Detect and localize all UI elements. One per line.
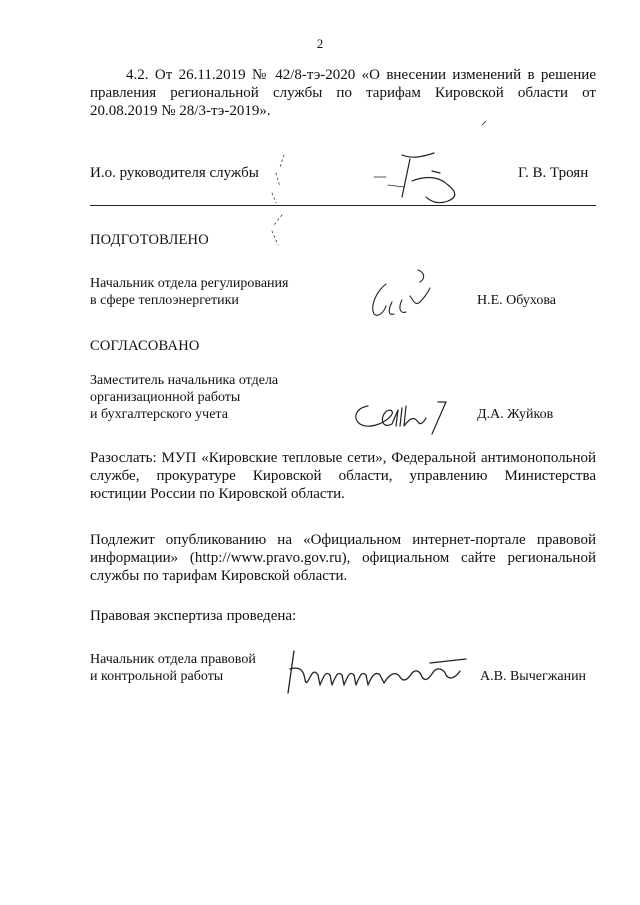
agreed-name: Д.А. Жуйков (477, 407, 554, 422)
prepared-heading: ПОДГОТОВЛЕНО (90, 232, 209, 248)
distribution-line-3: юстиции России по Кировской области. (90, 486, 345, 502)
publication-line-2: информации» (http://www.pravo.gov.ru), официальном сайте региональной (90, 550, 596, 566)
legal-position-line-1: Начальник отдела правовой (90, 652, 256, 667)
publication-line-1: Подлежит опубликованию на «Официальном интернет-портале правовой (90, 532, 596, 548)
item-4-2-line-2: правления региональной службы по тарифам Кировской области от (90, 85, 596, 101)
agreed-position-line-1: Заместитель начальника отдела (90, 373, 279, 388)
prepared-signature-image (358, 262, 468, 322)
agreed-heading: СОГЛАСОВАНО (90, 338, 200, 354)
prepared-name: Н.Е. Обухова (477, 293, 556, 308)
distribution-line-1: Разослать: МУП «Кировские тепловые сети», Федеральной антимонопольной (90, 450, 596, 466)
page-number: 2 (316, 36, 324, 51)
head-signature-image (262, 135, 502, 255)
distribution-line-2: службе, прокуратуре Кировской области, управлению Министерства (90, 468, 596, 484)
signature-divider (90, 205, 596, 206)
publication-line-3: службы по тарифам Кировской области. (90, 568, 348, 584)
legal-position-line-2: и контрольной работы (90, 669, 224, 684)
item-4-2-line-3: 20.08.2019 № 28/3-тэ-2019». (90, 103, 271, 119)
prepared-position-line-2: в сфере теплоэнергетики (90, 293, 239, 308)
agreed-signature-image (348, 392, 473, 442)
agreed-position-line-2: организационной работы (90, 390, 241, 405)
legal-name: А.В. Вычегжанин (480, 669, 587, 684)
legal-signature-image (280, 645, 480, 700)
head-position: И.о. руководителя службы (90, 165, 259, 181)
agreed-position-line-3: и бухгалтерского учета (90, 407, 228, 422)
item-4-2-line-1: 4.2. От 26.11.2019 № 42/8-тэ-2020 «О внесении изменений в решение (126, 67, 596, 83)
legal-review-text: Правовая экспертиза проведена: (90, 608, 297, 624)
prepared-position-line-1: Начальник отдела регулирования (90, 276, 289, 291)
head-name: Г. В. Троян (518, 165, 589, 181)
